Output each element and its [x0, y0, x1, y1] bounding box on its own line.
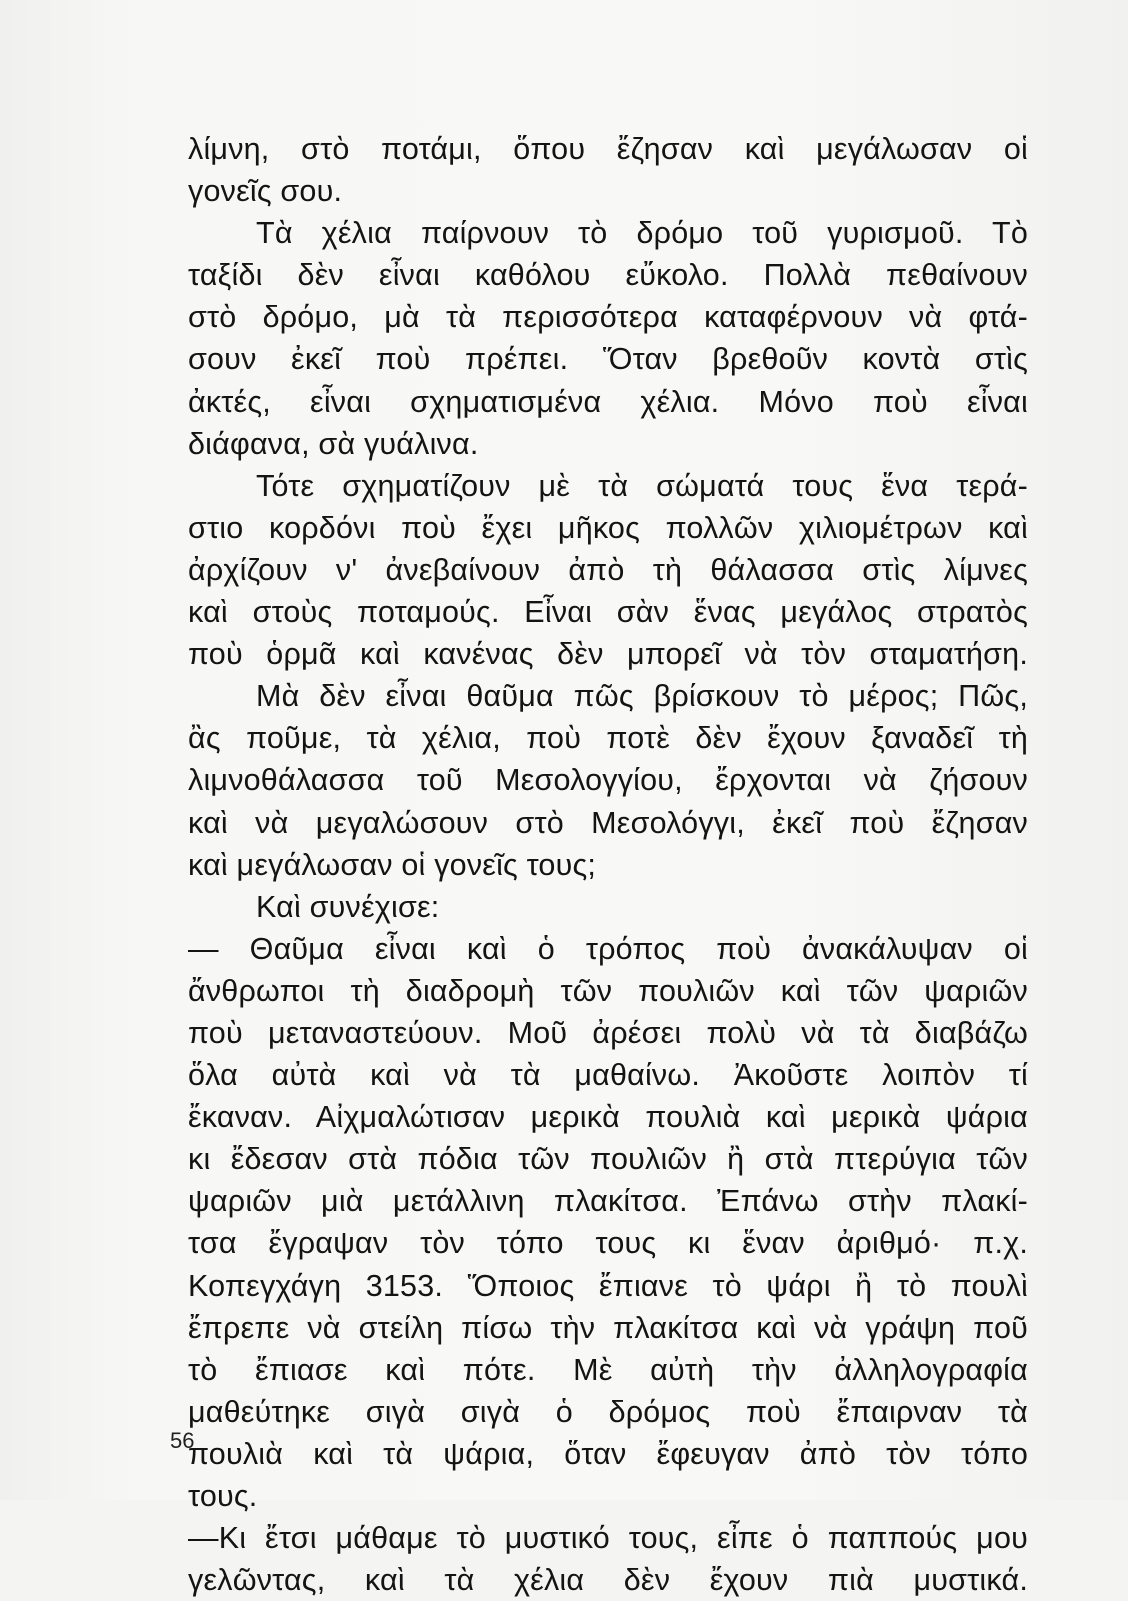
- text-line: Μὰ δὲν εἶναι θαῦμα πῶς βρίσκουν τὸ μέρος; Πῶς,: [256, 679, 1028, 714]
- text-line: τους.: [188, 1479, 258, 1513]
- text-line: ταξίδι δὲν εἶναι καθόλου εὔκολο. Πολλὰ πεθαίνουν: [188, 258, 1028, 293]
- body-text: [188, 128, 1028, 1601]
- text-line: πουλιὰ καὶ τὰ ψάρια, ὅταν ἔφευγαν ἀπὸ τὸν τόπο: [188, 1436, 1028, 1471]
- text-line: ὅλα αὐτὰ καὶ νὰ τὰ μαθαίνω. Ἀκοῦστε λοιπὸν τί: [188, 1058, 1028, 1093]
- text-line: στιο κορδόνι ποὺ ἔχει μῆκος πολλῶν χιλιομέτρων καὶ: [188, 510, 1028, 545]
- text-line: καὶ νὰ μεγαλώσουν στὸ Μεσολόγγι, ἐκεῖ ποὺ ἔζησαν: [188, 805, 1028, 840]
- text-line: λίμνη, στὸ ποτάμι, ὅπου ἔζησαν καὶ μεγάλωσαν οἱ: [188, 132, 1028, 166]
- text-line: καὶ μεγάλωσαν οἱ γονεῖς τους;: [188, 847, 597, 882]
- text-line: —Κι ἔτσι μάθαμε τὸ μυστικό τους, εἶπε ὁ παππούς μου: [188, 1521, 1028, 1556]
- page-number: 56: [170, 1428, 195, 1453]
- text-line: ἔκαναν. Αἰχμαλώτισαν μερικὰ πουλιὰ καὶ μερικὰ ψάρια: [188, 1100, 1028, 1135]
- text-line: Κοπεγχάγη 3153. Ὅποιος ἔπιανε τὸ ψάρι ἢ τὸ πουλὶ: [188, 1268, 1028, 1303]
- text-line: καὶ στοὺς ποταμούς. Εἶναι σὰν ἕνας μεγάλος στρατὸς: [188, 595, 1028, 630]
- text-line: τσα ἔγραψαν τὸν τόπο τους κι ἕναν ἀριθμό· π.χ.: [188, 1226, 1028, 1261]
- text-line: Καὶ συνέχισε:: [256, 889, 440, 924]
- text-line: Τότε σχηματίζουν μὲ τὰ σώματά τους ἕνα τερά-: [256, 468, 1028, 503]
- text-line: ποὺ μεταναστεύουν. Μοῦ ἀρέσει πολὺ νὰ τὰ διαβάζω: [188, 1015, 1028, 1050]
- text-line: μαθεύτηκε σιγὰ σιγὰ ὁ δρόμος ποὺ ἔπαιρναν τὰ: [188, 1394, 1028, 1429]
- text-line: διάφανα, σὰ γυάλινα.: [188, 426, 479, 461]
- text-line: ἀκτές, εἶναι σχηματισμένα χέλια. Μόνο ποὺ εἶναι: [188, 384, 1028, 419]
- text-line: ψαριῶν μιὰ μετάλλινη πλακίτσα. Ἐπάνω στὴν πλακί-: [188, 1184, 1028, 1219]
- text-line: στὸ δρόμο, μὰ τὰ περισσότερα καταφέρνουν νὰ φτά-: [188, 300, 1028, 335]
- text-line: — Θαῦμα εἶναι καὶ ὁ τρόπος ποὺ ἀνακάλυψαν οἱ: [188, 931, 1028, 966]
- text-line: ἔπρεπε νὰ στείλη πίσω τὴν πλακίτσα καὶ νὰ γράψη ποῦ: [188, 1310, 1028, 1345]
- text-line: τὸ ἔπιασε καὶ πότε. Μὲ αὐτὴ τὴν ἀλληλογραφία: [188, 1352, 1028, 1387]
- text-line: γονεῖς σου.: [188, 174, 343, 209]
- text-line: Τὰ χέλια παίρνουν τὸ δρόμο τοῦ γυρισμοῦ. Τὸ: [256, 216, 1028, 251]
- text-line: κι ἔδεσαν στὰ πόδια τῶν πουλιῶν ἢ στὰ πτερύγια τῶν: [188, 1142, 1028, 1177]
- text-line: ἂς ποῦμε, τὰ χέλια, ποὺ ποτὲ δὲν ἔχουν ξαναδεῖ τὴ: [188, 721, 1028, 756]
- text-line: σουν ἐκεῖ ποὺ πρέπει. Ὅταν βρεθοῦν κοντὰ στὶς: [188, 342, 1028, 377]
- text-line: γελῶντας, καὶ τὰ χέλια δὲν ἔχουν πιὰ μυστικά.: [188, 1563, 1028, 1598]
- text-line: λιμνοθάλασσα τοῦ Μεσολογγίου, ἔρχονται νὰ ζήσουν: [188, 763, 1028, 798]
- text-line: ἄνθρωποι τὴ διαδρομὴ τῶν πουλιῶν καὶ τῶν ψαριῶν: [188, 973, 1028, 1008]
- text-line: ποὺ ὁρμᾶ καὶ κανένας δὲν μπορεῖ νὰ τὸν σταματήση.: [188, 637, 1028, 672]
- text-line: ἀρχίζουν ν' ἀνεβαίνουν ἀπὸ τὴ θάλασσα στὶς λίμνες: [188, 552, 1028, 587]
